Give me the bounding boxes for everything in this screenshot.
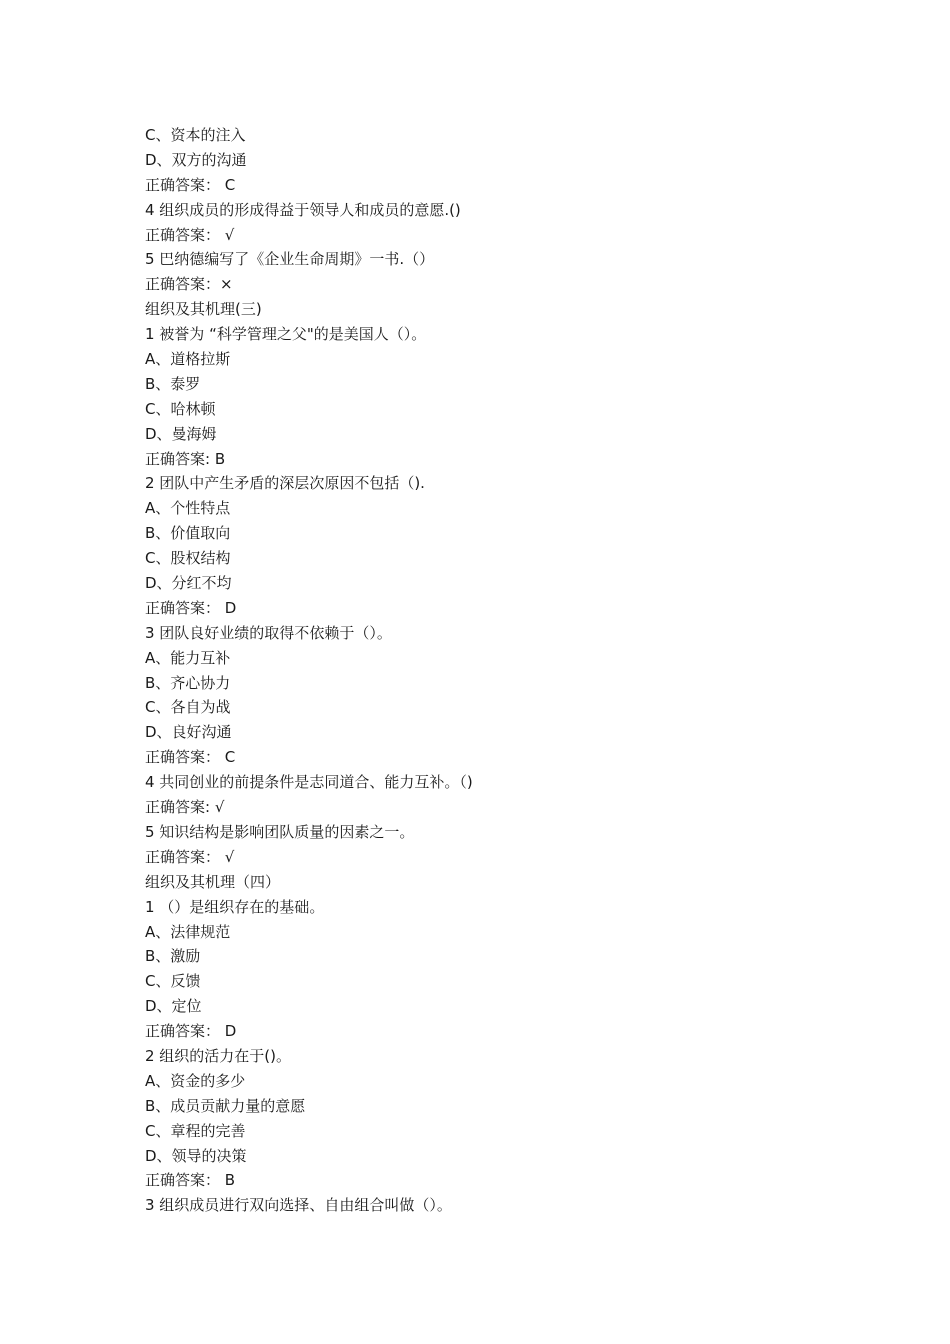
text-line: D、良好沟通 <box>145 723 232 742</box>
text-line: D、双方的沟通 <box>145 150 247 169</box>
text-line: 正确答案： C <box>145 748 236 767</box>
text-line: D、曼海姆 <box>145 424 217 443</box>
text-line: A、法律规范 <box>145 922 231 941</box>
text-line: C、股权结构 <box>145 549 231 568</box>
text-line: B、成员贡献力量的意愿 <box>145 1096 306 1115</box>
text-line: 正确答案： C <box>145 175 236 194</box>
text-line: 正确答案： B <box>145 1171 236 1190</box>
text-line: 4 组织成员的形成得益于领导人和成员的意愿.() <box>145 200 461 219</box>
text-line: C、章程的完善 <box>145 1121 246 1140</box>
text-line: D、分红不均 <box>145 574 232 593</box>
text-line: B、价值取向 <box>145 524 231 543</box>
text-line: 正确答案： D <box>145 1022 237 1041</box>
text-line: 正确答案： √ <box>145 847 235 866</box>
text-line: C、哈林顿 <box>145 399 216 418</box>
text-line: C、资本的注入 <box>145 126 246 144</box>
text-line: B、激励 <box>145 947 201 966</box>
text-line: 正确答案： √ <box>145 225 235 244</box>
text-line: 3 团队良好业绩的取得不依赖于（）。 <box>145 623 392 642</box>
text-line: A、资金的多少 <box>145 1071 246 1090</box>
document-body <box>145 123 845 1218</box>
text-line: 5 巴纳德编写了《企业生命周期》一书.（） <box>145 250 435 269</box>
text-line: C、各自为战 <box>145 698 231 717</box>
text-line: 正确答案: √ <box>145 798 225 817</box>
text-line: B、齐心协力 <box>145 673 231 692</box>
text-line: A、个性特点 <box>145 499 231 518</box>
text-line: A、能力互补 <box>145 648 231 667</box>
text-line: 5 知识结构是影响团队质量的因素之一。 <box>145 822 415 841</box>
text-line: D、领导的决策 <box>145 1146 247 1165</box>
text-line: 1 （）是组织存在的基础。 <box>145 897 325 916</box>
text-line: 3 组织成员进行双向选择、自由组合叫做（）。 <box>145 1196 452 1215</box>
text-line: 1 被誉为 “科学管理之父"的是美国人（）。 <box>145 325 427 344</box>
section-heading: 组织及其机理(三) <box>145 300 262 319</box>
text-line: 2 组织的活力在于()。 <box>145 1046 292 1065</box>
text-line: D、定位 <box>145 997 202 1016</box>
text-line: 2 团队中产生矛盾的深层次原因不包括（). <box>145 474 425 493</box>
text-line: 正确答案: B <box>145 449 226 468</box>
text-line: 正确答案：× <box>145 275 233 294</box>
text-line: A、道格拉斯 <box>145 350 231 369</box>
text-line: B、泰罗 <box>145 374 201 393</box>
section-heading: 组织及其机理（四） <box>145 872 281 891</box>
text-line: 4 共同创业的前提条件是志同道合、能力互补。（) <box>145 773 473 792</box>
text-line: C、反馈 <box>145 972 201 991</box>
text-line: 正确答案： D <box>145 598 237 617</box>
